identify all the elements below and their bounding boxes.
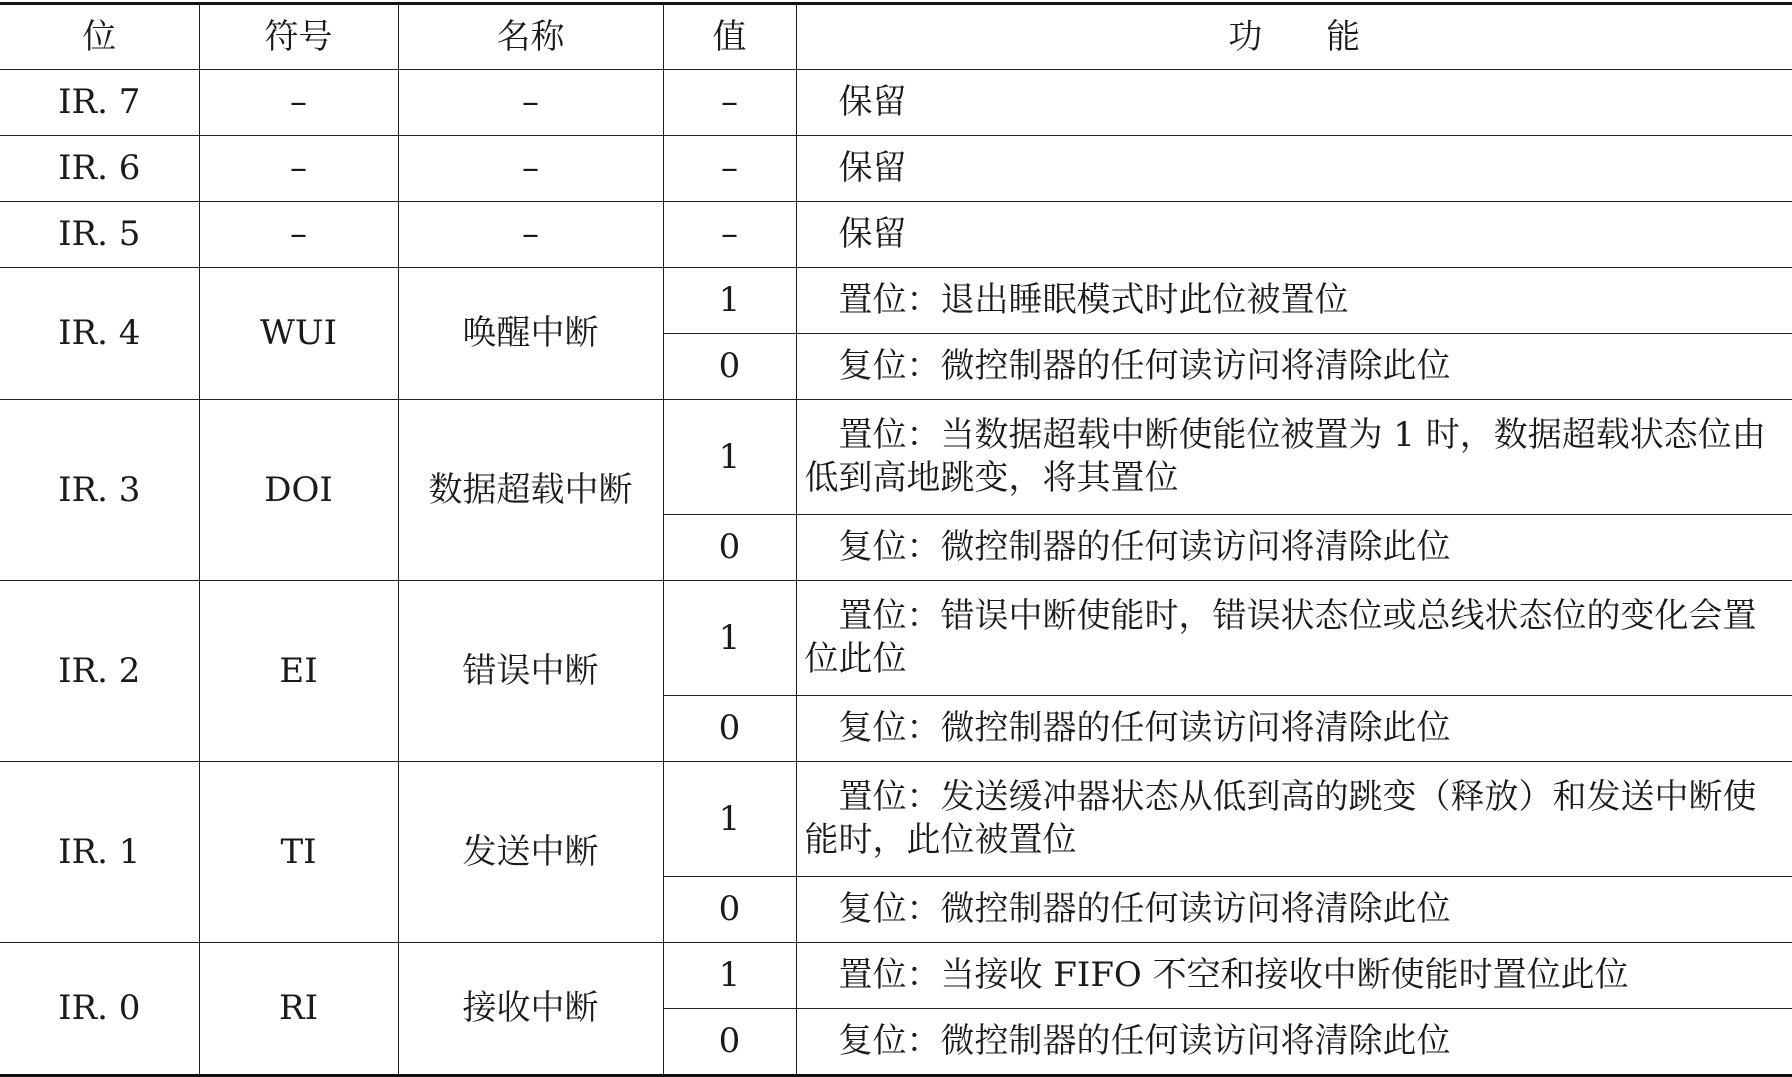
- header-row: [0, 4, 1792, 70]
- table-row: [0, 762, 1792, 877]
- cell-function: [796, 268, 1792, 334]
- cell-value: 1: [663, 581, 796, 696]
- table-row: [0, 202, 1792, 268]
- cell-value: 1: [663, 268, 796, 334]
- table-row: [0, 400, 1792, 515]
- header-bit: 位: [0, 4, 199, 70]
- cell-function: [796, 515, 1792, 581]
- cell-value: 0: [663, 515, 796, 581]
- cell-bit: IR. 6: [0, 136, 199, 202]
- cell-name: 错误中断: [398, 581, 663, 762]
- function-text: 复位：微控制器的任何读访问将清除此位: [838, 708, 1451, 748]
- table-row: [0, 581, 1792, 696]
- cell-name: 唤醒中断: [398, 268, 663, 400]
- cell-function: [796, 70, 1792, 136]
- interrupt-register-table: [0, 2, 1792, 1077]
- cell-value: 0: [663, 1009, 796, 1076]
- cell-bit: IR. 2: [0, 581, 199, 762]
- cell-name: 接收中断: [398, 943, 663, 1076]
- function-text: 置位：发送缓冲器状态从低到高的跳变（释放）和发送中断使能时，此位被置位: [804, 777, 1757, 860]
- cell-function: [796, 400, 1792, 515]
- cell-value: –: [663, 70, 796, 136]
- cell-bit: IR. 0: [0, 943, 199, 1076]
- cell-symbol: EI: [199, 581, 398, 762]
- header-symbol: 符号: [199, 4, 398, 70]
- function-text: 复位：微控制器的任何读访问将清除此位: [838, 889, 1451, 929]
- header-name: 名称: [398, 4, 663, 70]
- cell-bit: IR. 1: [0, 762, 199, 943]
- cell-function: [796, 762, 1792, 877]
- cell-value: 0: [663, 696, 796, 762]
- cell-symbol: –: [199, 70, 398, 136]
- cell-value: –: [663, 136, 796, 202]
- cell-function: [796, 1009, 1792, 1076]
- cell-bit: IR. 3: [0, 400, 199, 581]
- cell-name: –: [398, 136, 663, 202]
- function-text: 置位：当数据超载中断使能位被置为 1 时，数据超载状态位由低到高地跳变，将其置位: [804, 415, 1766, 498]
- cell-function: [796, 202, 1792, 268]
- cell-value: –: [663, 202, 796, 268]
- cell-symbol: TI: [199, 762, 398, 943]
- function-text: 复位：微控制器的任何读访问将清除此位: [838, 1021, 1451, 1061]
- header-function: 功能: [796, 4, 1792, 70]
- table-row: [0, 943, 1792, 1009]
- function-text: 保留: [838, 82, 907, 122]
- cell-name: 发送中断: [398, 762, 663, 943]
- cell-bit: IR. 7: [0, 70, 199, 136]
- cell-name: –: [398, 202, 663, 268]
- cell-value: 1: [663, 400, 796, 515]
- cell-symbol: DOI: [199, 400, 398, 581]
- function-text: 置位：错误中断使能时，错误状态位或总线状态位的变化会置位此位: [804, 596, 1757, 679]
- cell-symbol: RI: [199, 943, 398, 1076]
- cell-value: 0: [663, 334, 796, 400]
- function-text: 保留: [838, 214, 907, 254]
- function-text: 置位：当接收 FIFO 不空和接收中断使能时置位此位: [838, 955, 1629, 995]
- table-row: [0, 136, 1792, 202]
- function-text: 复位：微控制器的任何读访问将清除此位: [838, 346, 1451, 386]
- cell-value: 0: [663, 877, 796, 943]
- function-text: 保留: [838, 148, 907, 188]
- cell-name: –: [398, 70, 663, 136]
- cell-name: 数据超载中断: [398, 400, 663, 581]
- function-text: 置位：退出睡眠模式时此位被置位: [838, 280, 1349, 320]
- cell-value: 1: [663, 762, 796, 877]
- cell-bit: IR. 5: [0, 202, 199, 268]
- table-row: [0, 268, 1792, 334]
- cell-value: 1: [663, 943, 796, 1009]
- table-row: [0, 70, 1792, 136]
- cell-function: [796, 943, 1792, 1009]
- cell-function: [796, 334, 1792, 400]
- cell-symbol: –: [199, 136, 398, 202]
- header-value: 值: [663, 4, 796, 70]
- cell-function: [796, 581, 1792, 696]
- function-text: 复位：微控制器的任何读访问将清除此位: [838, 527, 1451, 567]
- cell-symbol: –: [199, 202, 398, 268]
- cell-function: [796, 136, 1792, 202]
- cell-function: [796, 696, 1792, 762]
- cell-symbol: WUI: [199, 268, 398, 400]
- cell-function: [796, 877, 1792, 943]
- cell-bit: IR. 4: [0, 268, 199, 400]
